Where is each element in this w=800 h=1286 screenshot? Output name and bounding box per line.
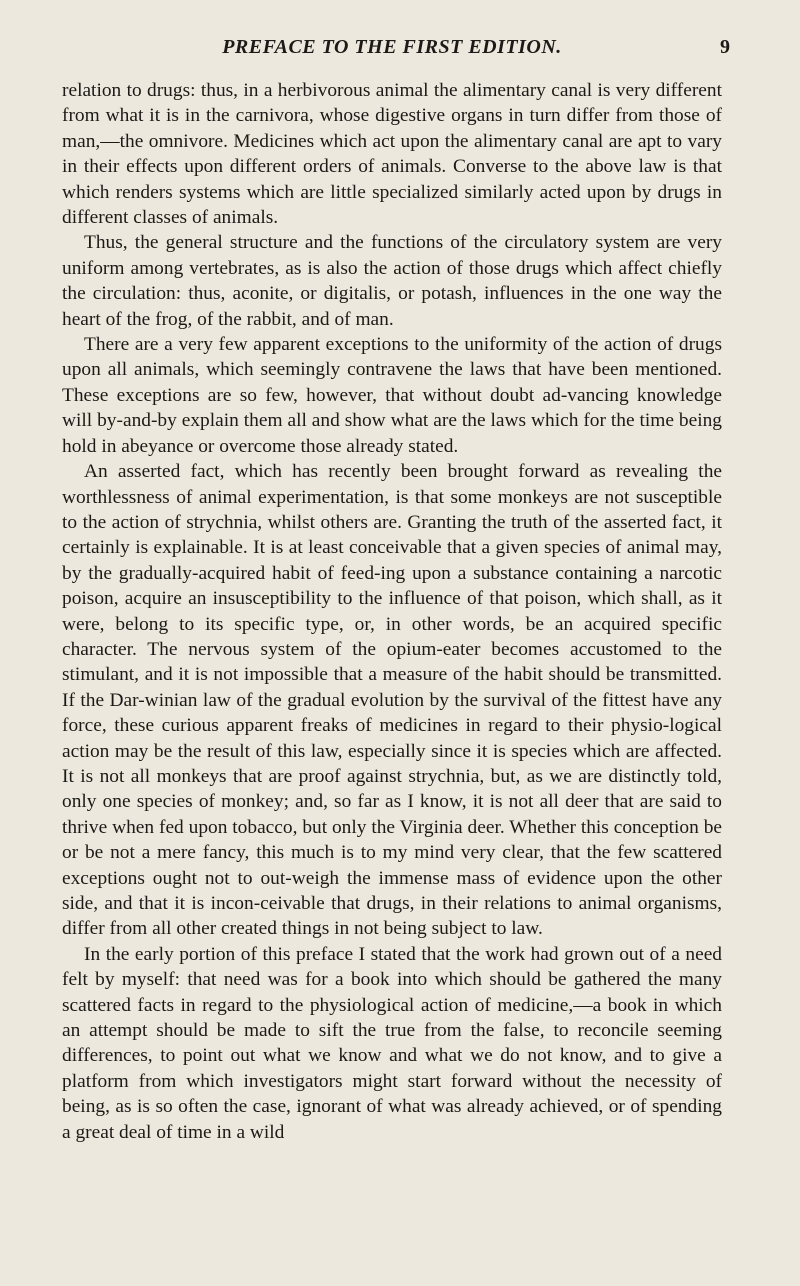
paragraph: In the early portion of this preface I stated that the work had grown out of a need felt by myself: that need was for a book into which should be gathered the many scattered facts in regard to the physiological action of medicine,—a book in which an attempt should be made to sift the true from the false, to reconcile seeming differences, to point out what we know and what we do not know, and to give a platform from which investigators might start forward without the necessity of being, as is so often the case, ignorant of what was already achieved, or of spending a great deal of time in a wild: [62, 943, 722, 1143]
page-number: 9: [720, 36, 730, 58]
body-text: [62, 78, 722, 1145]
page-header: [62, 36, 730, 76]
paragraph-continued: relation to drugs: thus, in a herbivorous animal the alimentary canal is very different from what it is in the carnivora, whose digestive organs in turn differ from those of man,—the omnivore. Medicines which act upon the alimentary canal are apt to vary in their effects upon different orders of animals. Converse to the above law is that which renders systems which are little specialized similarly acted upon by drugs in different classes of animals.: [62, 80, 722, 229]
running-head: PREFACE TO THE FIRST EDITION.: [222, 36, 562, 58]
paragraph: There are a very few apparent exceptions to the uniformity of the action of drugs upon all animals, which seemingly contravene the laws that have been mentioned. These exceptions are so few, however, that without doubt ad-vancing knowledge will by-and-by explain them all and show what are the laws which for the time being hold in abeyance or overcome those already stated.: [62, 334, 722, 457]
paragraph: An asserted fact, which has recently been brought forward as revealing the worthlessness of animal experimentation, is that some monkeys are not susceptible to the action of strychnia, whilst others are. Granting the truth of the asserted fact, it certainly is explainable. It is at least conceivable that a given species of animal may, by the gradually-acquired habit of feed-ing upon a substance containing a narcotic poison, acquire an insusceptibility to the influence of that poison, which shall, as it were, belong to its specific type, or, in other words, be an acquired specific character. The nervous system of the opium-eater becomes accustomed to the stimulant, and it is not impossible that a measure of the habit should be transmitted. If the Dar-winian law of the gradual evolution by the survival of the fittest have any force, these curious apparent freaks of medicines in regard to their physio-logical action may be the result of this law, especially since it is species which are affected. It is not all monkeys that are proof against strychnia, but, as we are distinctly told, only one species of monkey; and, so far as I know, it is not all deer that are said to thrive when fed upon tobacco, but only the Virginia deer. Whether this conception be or be not a mere fancy, this much is to my mind very clear, that the few scattered exceptions ought not to out-weigh the immense mass of evidence upon the other side, and that it is incon-ceivable that drugs, in their relations to animal organisms, differ from all other created things in not being subject to law.: [62, 461, 722, 940]
paragraph: Thus, the general structure and the functions of the circulatory system are very uniform among vertebrates, as is also the action of those drugs which affect chiefly the circulation: thus, aconite, or digitalis, or potash, influences in the one way the heart of the frog, of the rabbit, and of man.: [62, 232, 722, 330]
